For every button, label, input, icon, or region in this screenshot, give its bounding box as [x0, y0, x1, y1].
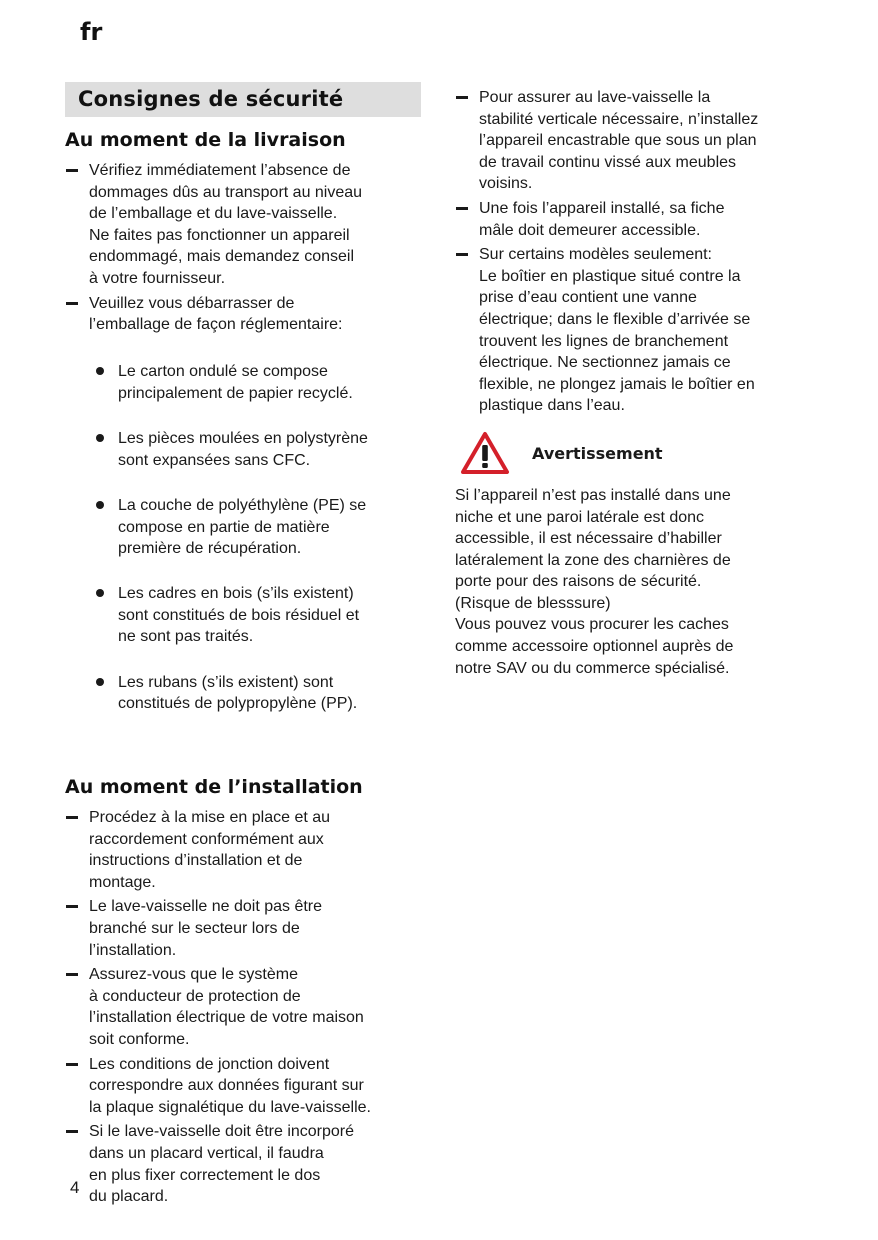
right-column — [455, 87, 815, 679]
dash-icon — [66, 905, 78, 908]
section-title: Consignes de sécurité — [65, 82, 421, 117]
list-item-text: Veuillez vous débarrasser de l’emballage de façon réglementaire: — [89, 294, 343, 334]
list-item-text: Pour assurer au lave-vaisselle la stabilité verticale nécessaire, n’installez l’appareil encastrable que sous un plan de travail continu vissé aux meubles voisins. — [479, 89, 759, 193]
bullet-icon — [96, 678, 104, 686]
bullet-item — [89, 672, 421, 715]
list-item — [65, 160, 421, 290]
bullet-item — [89, 495, 421, 560]
list-item-text: Assurez-vous que le système à conducteur de protection de l’installation électrique de votre maison soit conforme. — [89, 966, 364, 1048]
warning-title: Avertissement — [532, 443, 663, 463]
dash-icon — [66, 1130, 78, 1133]
dash-icon — [66, 973, 78, 976]
list-item-text: Les conditions de jonction doivent correspondre aux données figurant sur la plaque signalétique du lave-vaisselle. — [89, 1055, 371, 1116]
bullet-item — [89, 361, 421, 404]
dash-icon — [66, 302, 78, 305]
bullet-item-text: Les pièces moulées en polystyrène sont expansées sans CFC. — [118, 430, 368, 469]
installation-heading: Au moment de l’installation — [65, 776, 363, 799]
warning-text: Si l’appareil n’est pas installé dans une niche et une paroi latérale est donc accessible, il est nécessaire d’habiller latéralement la zone des charnières de porte pour des raisons de sécurité. (Risque de blesssure) Vous pouvez vous procurer les caches comme accessoire optionnel auprès de notre SAV ou du commerce spécialisé. — [455, 486, 734, 677]
bullet-item — [89, 428, 421, 471]
installation-list — [65, 807, 421, 1208]
bullet-item-text: Le carton ondulé se compose principalement de papier recyclé. — [118, 363, 353, 402]
packaging-list — [89, 340, 421, 739]
bullet-icon — [96, 589, 104, 597]
dash-icon — [66, 1063, 78, 1066]
left-column — [65, 82, 421, 1211]
list-item-text: Une fois l’appareil installé, sa fiche mâle doit demeurer accessible. — [479, 199, 725, 239]
list-item-text: Sur certains modèles seulement: Le boîtier en plastique situé contre la prise d’eau contient une vanne électrique; dans le flexible d’arrivée se trouvent les lignes de branchement électrique. Ne sectionnez jamais ce flexible, ne plongez jamais le boîtier en plastique dans l’eau. — [479, 246, 755, 415]
list-item — [65, 964, 421, 1050]
bullet-icon — [96, 501, 104, 509]
list-item — [65, 1121, 421, 1207]
list-item — [455, 244, 815, 417]
list-item-text: Procédez à la mise en place et au raccordement conformément aux instructions d’installation et de montage. — [89, 809, 331, 891]
bullet-icon — [96, 434, 104, 442]
list-item-text: Si le lave-vaisselle doit être incorporé dans un placard vertical, il faudra en plus fixer correctement le dos du placard. — [89, 1123, 355, 1206]
bullet-icon — [96, 367, 104, 375]
list-item — [65, 1054, 421, 1119]
list-item-text: Vérifiez immédiatement l’absence de dommages dûs au transport au niveau de l’emballage et du lave-vaisselle. Ne faites pas fonctionner un appareil endommagé, mais demandez conseil à votre fournisseur. — [89, 162, 363, 287]
right-list — [455, 87, 815, 417]
dash-icon — [456, 253, 468, 256]
list-item — [65, 293, 421, 760]
delivery-heading: Au moment de la livraison — [65, 129, 346, 151]
list-item — [65, 896, 421, 961]
list-item — [455, 87, 815, 195]
list-item-text: Le lave-vaisselle ne doit pas être branché sur le secteur lors de l’installation. — [89, 898, 323, 959]
warning-triangle-icon — [460, 431, 510, 475]
list-item — [455, 198, 815, 241]
page-number: 4 — [70, 1178, 80, 1197]
warning-header — [455, 431, 815, 479]
bullet-item-text: Les cadres en bois (s’ils existent) sont constitués de bois résiduel et ne sont pas traités. — [118, 585, 360, 646]
bullet-item-text: Les rubans (s’ils existent) sont constitués de polypropylène (PP). — [118, 673, 358, 713]
bullet-item-text: La couche de polyéthylène (PE) se compose en partie de matière première de récupération. — [118, 496, 367, 558]
dash-icon — [66, 816, 78, 819]
language-tag: fr — [80, 18, 103, 46]
delivery-list — [65, 160, 421, 760]
dash-icon — [456, 207, 468, 210]
dash-icon — [456, 96, 468, 99]
bullet-item — [89, 583, 421, 648]
list-item — [65, 807, 421, 893]
dash-icon — [66, 169, 78, 172]
